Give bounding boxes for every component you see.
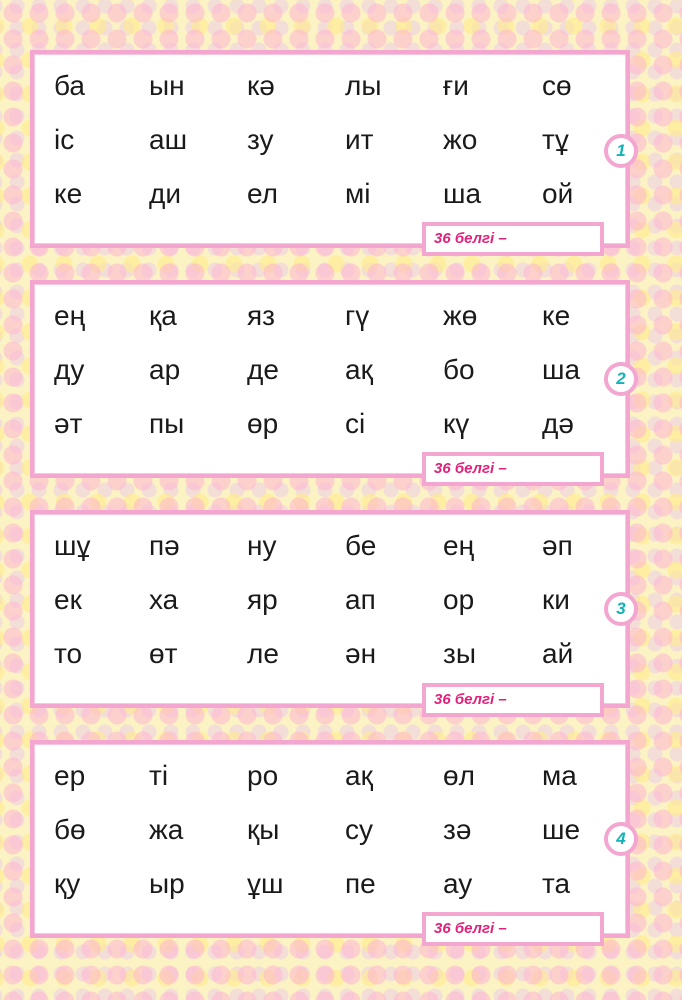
syllable: яз xyxy=(247,300,275,331)
syllable: ең xyxy=(54,300,86,331)
syllable: ит xyxy=(345,124,374,155)
syllable-block-2 xyxy=(30,280,630,478)
syllable: ше xyxy=(542,814,581,845)
syllable: қы xyxy=(247,814,280,845)
syllable: өр xyxy=(247,408,279,439)
syllable: тұ xyxy=(542,124,569,155)
syllable: зы xyxy=(443,638,476,669)
syllable: ро xyxy=(247,760,279,791)
syllable: ор xyxy=(443,584,475,615)
syllable: ар xyxy=(149,354,181,385)
syllable: кә xyxy=(247,70,275,101)
syllable: пы xyxy=(149,408,185,439)
syllable: өт xyxy=(149,638,178,669)
syllable: жо xyxy=(443,124,478,155)
syllable-block-1 xyxy=(30,50,630,248)
syllable: ап xyxy=(345,584,376,615)
block-number-badge xyxy=(604,592,638,626)
syllable: өл xyxy=(443,760,475,791)
syllable-row xyxy=(34,756,626,796)
syllable: ле xyxy=(247,638,279,669)
syllable: ди xyxy=(149,178,181,209)
syllable: ті xyxy=(149,760,169,791)
syllable: қу xyxy=(54,868,81,899)
syllable: дә xyxy=(542,408,574,439)
syllable-row xyxy=(34,404,626,444)
syllable: бо xyxy=(443,354,475,385)
syllable: пә xyxy=(149,530,180,561)
syllable-row xyxy=(34,350,626,390)
count-label: 36 белгі – xyxy=(434,920,507,937)
syllable-row xyxy=(34,526,626,566)
syllable: ха xyxy=(149,584,179,615)
syllable-row xyxy=(34,580,626,620)
syllable-block-3 xyxy=(30,510,630,708)
syllable: ақ xyxy=(345,354,373,385)
syllable: ша xyxy=(542,354,581,385)
syllable-row xyxy=(34,120,626,160)
syllable: зә xyxy=(443,814,472,845)
block-number-badge xyxy=(604,822,638,856)
syllable: ки xyxy=(542,584,570,615)
syllable: аш xyxy=(149,124,188,155)
syllable: ду xyxy=(54,354,85,385)
syllable: пе xyxy=(345,868,376,899)
syllable: ке xyxy=(542,300,571,331)
syllable-row xyxy=(34,864,626,904)
syllable-block-4 xyxy=(30,740,630,938)
syllable: ну xyxy=(247,530,277,561)
syllable: сі xyxy=(345,408,366,439)
syllable: гү xyxy=(345,300,370,331)
syllable: ау xyxy=(443,868,473,899)
syllable: шұ xyxy=(54,530,91,561)
syllable: ең xyxy=(443,530,475,561)
syllable: ғи xyxy=(443,70,469,101)
syllable: әт xyxy=(54,408,83,439)
block-number: 1 xyxy=(616,141,626,160)
count-box xyxy=(422,683,604,717)
syllable-row xyxy=(34,174,626,214)
syllable: та xyxy=(542,868,571,899)
syllable: ақ xyxy=(345,760,373,791)
syllable: лы xyxy=(345,70,382,101)
syllable: ай xyxy=(542,638,574,669)
syllable-row xyxy=(34,810,626,850)
syllable: ыр xyxy=(149,868,185,899)
syllable: ел xyxy=(247,178,278,209)
syllable: ма xyxy=(542,760,577,791)
syllable: ек xyxy=(54,584,82,615)
syllable: әп xyxy=(542,530,573,561)
count-label: 36 белгі – xyxy=(434,691,507,708)
syllable: қа xyxy=(149,300,177,331)
syllable: жө xyxy=(443,300,478,331)
syllable: іс xyxy=(54,124,75,155)
syllable: зу xyxy=(247,124,274,155)
syllable-row xyxy=(34,296,626,336)
count-box xyxy=(422,912,604,946)
syllable: мі xyxy=(345,178,371,209)
block-number: 2 xyxy=(616,369,626,388)
syllable: бе xyxy=(345,530,377,561)
syllable: ба xyxy=(54,70,85,101)
syllable: ұш xyxy=(247,868,284,899)
syllable: де xyxy=(247,354,279,385)
syllable: ке xyxy=(54,178,83,209)
syllable: кү xyxy=(443,408,470,439)
syllable: ер xyxy=(54,760,86,791)
syllable: ой xyxy=(542,178,574,209)
syllable: ша xyxy=(443,178,482,209)
syllable: ән xyxy=(345,638,377,669)
count-label: 36 белгі – xyxy=(434,230,507,247)
syllable: то xyxy=(54,638,83,669)
syllable: сө xyxy=(542,70,572,101)
syllable: су xyxy=(345,814,373,845)
count-box xyxy=(422,452,604,486)
block-number: 4 xyxy=(616,829,626,848)
syllable: бө xyxy=(54,814,86,845)
block-number-badge xyxy=(604,362,638,396)
count-box xyxy=(422,222,604,256)
syllable: жа xyxy=(149,814,184,845)
count-label: 36 белгі – xyxy=(434,460,507,477)
syllable: яр xyxy=(247,584,278,615)
syllable: ын xyxy=(149,70,185,101)
syllable-row xyxy=(34,66,626,106)
block-number: 3 xyxy=(616,599,626,618)
block-number-badge xyxy=(604,134,638,168)
syllable-row xyxy=(34,634,626,674)
